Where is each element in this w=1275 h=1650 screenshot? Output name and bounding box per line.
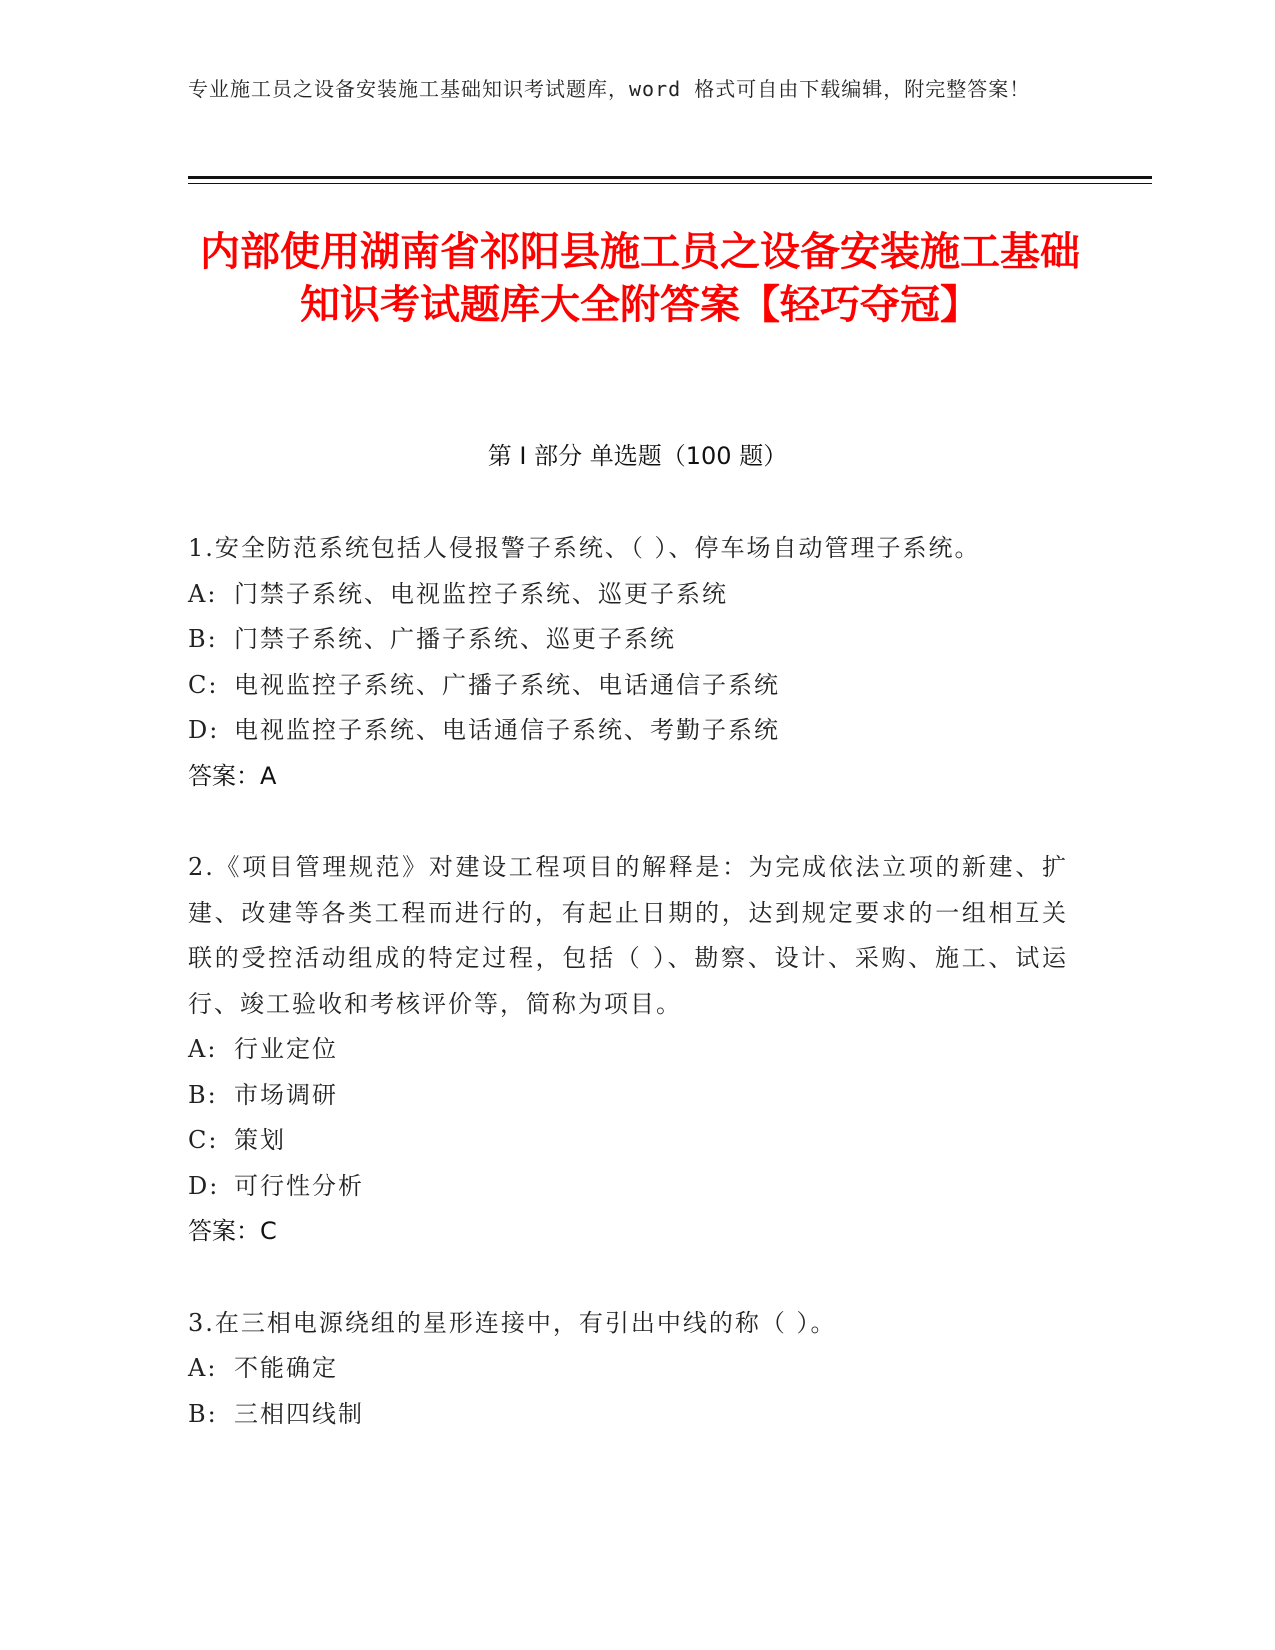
question-list [188, 526, 1068, 1483]
document-title: 内部使用湖南省祁阳县施工员之设备安装施工基础知识考试题库大全附答案【轻巧夺冠】 [200, 229, 1080, 328]
option-key: C: [188, 670, 219, 699]
option-text: 可行性分析 [234, 1171, 364, 1200]
option-key: D: [188, 716, 220, 744]
option-key: A: [188, 1354, 218, 1382]
header-divider-thin [188, 183, 1152, 184]
question-1 [188, 526, 1068, 799]
option-text: 电视监控子系统、电话通信子系统、考勤子系统 [234, 716, 780, 744]
option-c [188, 1118, 1068, 1164]
option-key: B: [188, 625, 218, 653]
option-b [188, 1073, 1068, 1119]
option-key: C: [188, 1126, 219, 1154]
option-text: 行业定位 [234, 1035, 338, 1063]
option-key: A: [188, 579, 218, 608]
option-text: 策划 [234, 1126, 286, 1154]
question-stem: 2.《项目管理规范》对建设工程项目的解释是：为完成依法立项的新建、扩建、改建等各类工程而进行的，有起止日期的，达到规定要求的一组相互关联的受控活动组成的特定过程，包括（ ）、勘察、设计、采购、施工、试运行、竣工验收和考核评价等，简称为项目。 [188, 853, 1068, 1018]
option-text: 不能确定 [234, 1354, 338, 1382]
option-key: D: [188, 1171, 220, 1200]
header-note: 专业施工员之设备安装施工基础知识考试题库，word 格式可自由下载编辑，附完整答案！ [188, 77, 1031, 101]
option-key: A: [188, 1035, 218, 1063]
option-c [188, 663, 1068, 709]
header-divider-thick [188, 176, 1152, 179]
answer-line: 答案：A [188, 761, 277, 790]
question-2 [188, 845, 1068, 1255]
option-a [188, 1027, 1068, 1073]
option-text: 市场调研 [234, 1080, 338, 1109]
question-stem: 3.在三相电源绕组的星形连接中，有引出中线的称（ ）。 [188, 1308, 837, 1337]
answer-line: 答案：C [188, 1217, 277, 1245]
question-3 [188, 1301, 1068, 1438]
option-text: 电视监控子系统、广播子系统、电话通信子系统 [234, 670, 780, 699]
option-b [188, 1392, 1068, 1438]
option-a [188, 1346, 1068, 1392]
option-text: 三相四线制 [234, 1399, 364, 1428]
option-d [188, 1164, 1068, 1210]
section-title: 第 I 部分 单选题（100 题） [487, 442, 788, 470]
option-text: 门禁子系统、电视监控子系统、巡更子系统 [234, 579, 728, 608]
option-d [188, 708, 1068, 754]
option-a [188, 572, 1068, 618]
option-key: B: [188, 1399, 218, 1428]
option-text: 门禁子系统、广播子系统、巡更子系统 [234, 625, 676, 653]
option-b [188, 617, 1068, 663]
option-key: B: [188, 1080, 218, 1109]
question-stem: 1.安全防范系统包括人侵报警子系统、（ ）、停车场自动管理子系统。 [188, 534, 981, 562]
